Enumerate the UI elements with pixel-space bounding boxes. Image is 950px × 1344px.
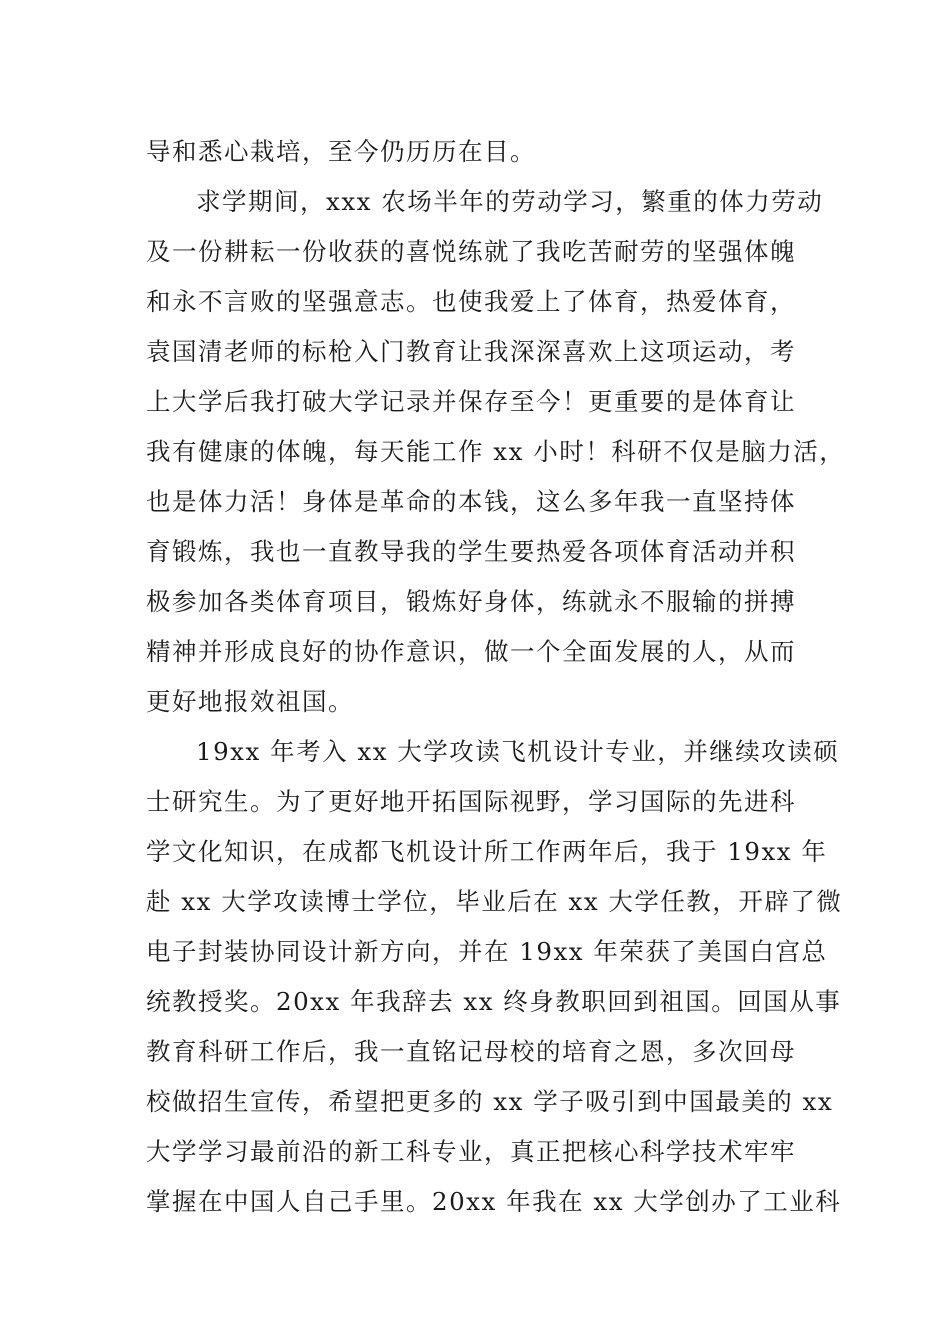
text-line: 赴 xx 大学攻读博士学位，毕业后在 xx 大学任教，开辟了微 [146,887,843,916]
text-line: 上大学后我打破大学记录并保存至今！更重要的是体育让 [146,387,796,416]
text-line: 和永不言败的坚强意志。也使我爱上了体育，热爱体育， [146,287,796,316]
text-line: 更好地报效祖国。 [146,687,354,716]
text-line: 统教授奖。20xx 年我辞去 xx 终身教职回到祖国。回国从事 [146,987,842,1016]
text-line: 导和悉心栽培，至今仍历历在目。 [146,137,536,166]
text-line: 及一份耕耘一份收获的喜悦练就了我吃苦耐劳的坚强体魄 [146,237,796,266]
text-line: 精神并形成良好的协作意识，做一个全面发展的人，从而 [146,637,796,666]
text-line: 校做招生宣传，希望把更多的 xx 学子吸引到中国最美的 xx [146,1087,834,1116]
text-line: 电子封装协同设计新方向，并在 19xx 年荣获了美国白宫总 [146,937,828,966]
text-line: 我有健康的体魄，每天能工作 xx 小时！科研不仅是脑力活， [146,437,846,466]
text-line: 育锻炼，我也一直教导我的学生要热爱各项体育活动并积 [146,537,796,566]
text-line: 大学学习最前沿的新工科专业，真正把核心科学技术牢牢 [146,1137,796,1166]
paragraph-first-line: 19xx 年考入 xx 大学攻读飞机设计专业，并继续攻读硕 [196,737,840,766]
text-line: 掌握在中国人自己手里。20xx 年我在 xx 大学创办了工业科 [146,1187,842,1216]
text-line: 学文化知识，在成都飞机设计所工作两年后，我于 19xx 年 [146,837,828,866]
text-line: 士研究生。为了更好地开拓国际视野，学习国际的先进科 [146,787,796,816]
text-line: 也是体力活！身体是革命的本钱，这么多年我一直坚持体 [146,487,796,516]
text-line: 袁国清老师的标枪入门教育让我深深喜欢上这项运动，考 [146,337,796,366]
text-line: 极参加各类体育项目，锻炼好身体，练就永不服输的拼搏 [146,587,796,616]
paragraph-first-line: 求学期间，xxx 农场半年的劳动学习，繁重的体力劳动 [196,187,824,216]
text-line: 教育科研工作后，我一直铭记母校的培育之恩，多次回母 [146,1037,796,1066]
